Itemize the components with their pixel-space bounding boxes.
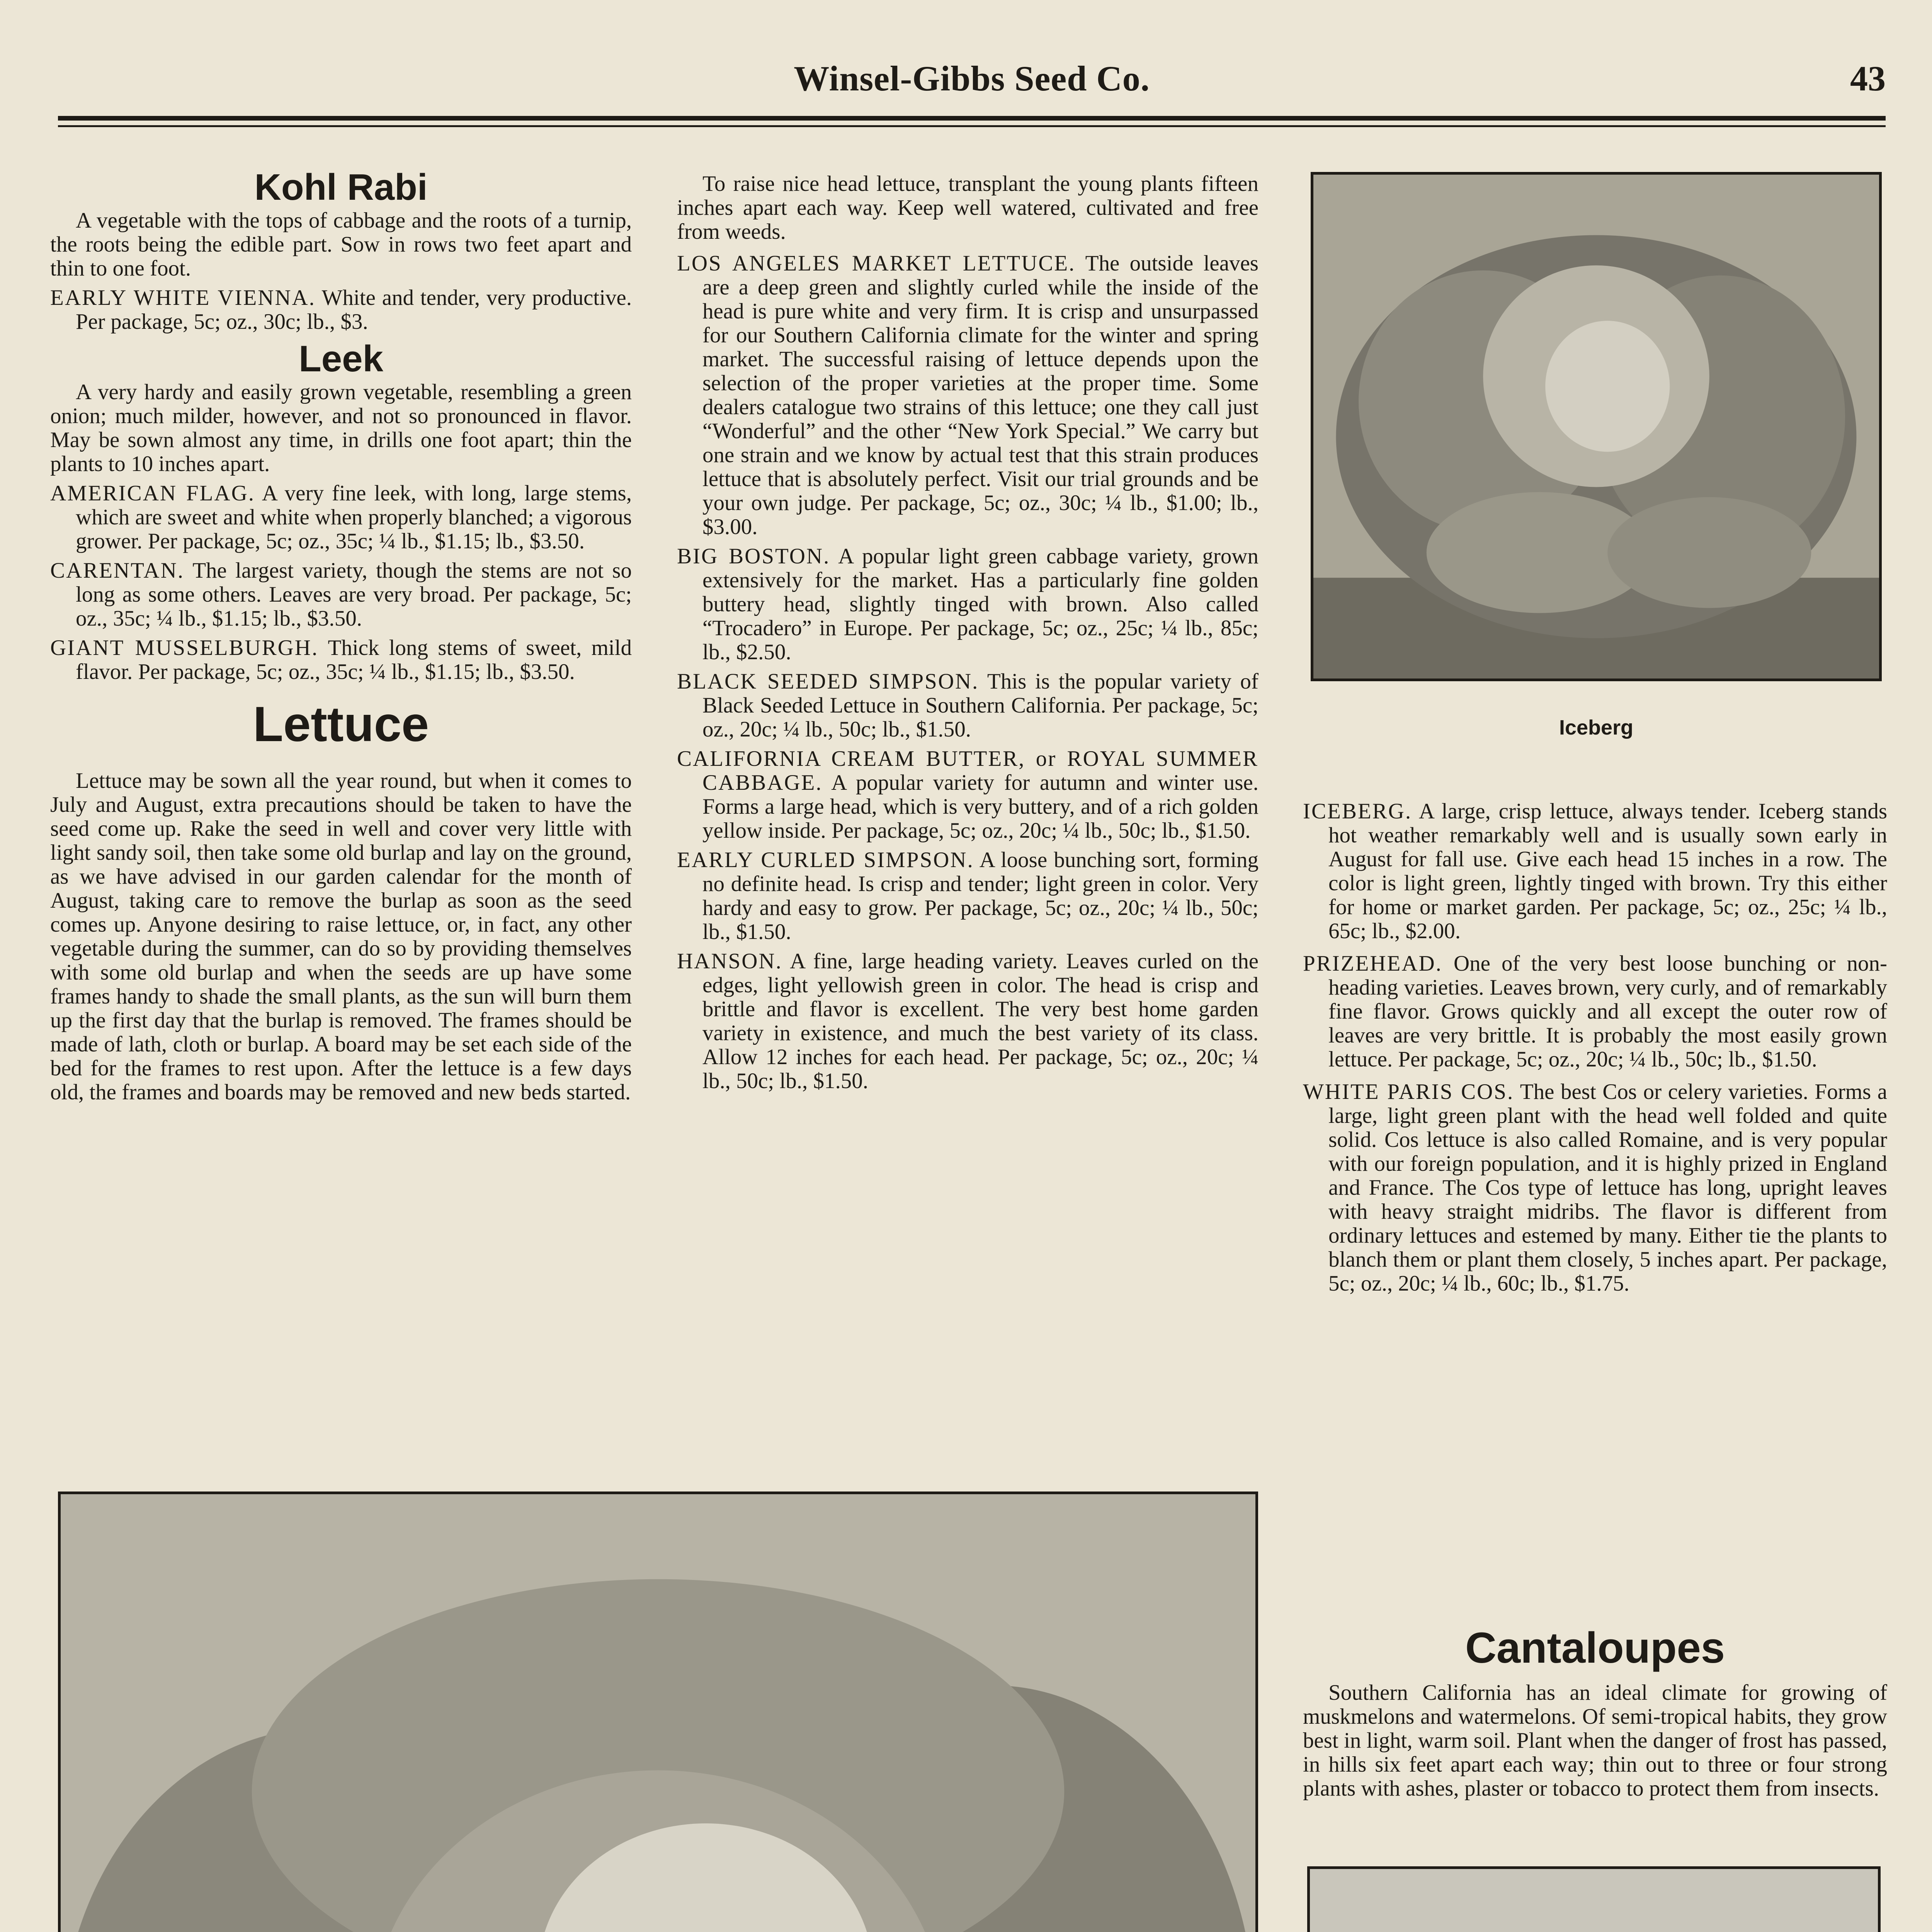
column-right — [1303, 794, 1887, 1296]
catalog-entry — [1303, 952, 1887, 1071]
lettuce-heading: Lettuce — [253, 697, 429, 752]
entry-text: One of the very best loose bunching or non-heading varieties. Leaves brown, very curly, and of remarkably fine flavor. Grows quickly and all except the outer row of leaves are very brittle. It is probably the most easily grown lettuce. Per package, 5c; oz., 20c; ¼ lb., 50c; lb., $1.50. — [1328, 951, 1887, 1071]
cantaloupes-heading: Cantaloupes — [1465, 1624, 1725, 1672]
catalog-entry — [1303, 1080, 1887, 1296]
column-middle — [677, 172, 1259, 1093]
entry-name: PRIZEHEAD. — [1303, 951, 1442, 976]
entry-text: White and tender, very productive. Per package, 5c; oz., 30c; lb., $3. — [76, 286, 632, 334]
kohl-rabi-intro: A vegetable with the tops of cabbage and the roots of a turnip, the roots being the edible part. Sow in rows two feet apart and thin to one foot. — [50, 208, 632, 281]
entry-text: The outside leaves are a deep green and slightly curled while the inside of the head is pure white and very firm. It is crisp and unsurpassed for our Southern California climate for the winter and spring market. The successful raising of lettuce depends upon the selection of the proper varieties at the proper time. Some dealers catalogue two strains of this lettuce; one they call just “Wonderful” and the other “New York Special.” We carry but one strain and we know by actual test that this strain produces lettuce that is absolutely perfect. Visit our trial grounds and be your own judge. Per package, 5c; oz., 30c; ¼ lb., $1.00; lb., $3.00. — [702, 251, 1259, 539]
entry-name: LOS ANGELES MARKET LETTUCE. — [677, 251, 1076, 276]
entry-name: CALIFORNIA CREAM BUTTER, or ROYAL SUMMER CABBAGE. — [677, 747, 1259, 795]
entry-name: EARLY CURLED SIMPSON. — [677, 848, 974, 872]
header-rule — [58, 116, 1886, 121]
catalog-entry — [677, 949, 1259, 1093]
catalog-entry — [677, 670, 1259, 742]
catalog-entry — [50, 559, 632, 631]
cantaloupes-intro: Southern California has an ideal climate for growing of muskmelons and watermelons. Of semi-tropical habits, they grow best in light, warm soil. Plant when the danger of frost has passed, in hills six feet apart each way; thin out to three or four strong plants with ashes, plaster or tobacco to protect them from insects. — [1303, 1680, 1887, 1801]
cantaloupes-section — [1303, 1623, 1887, 1801]
entry-name: AMERICAN FLAG. — [50, 481, 255, 505]
melon-illustration — [1310, 1869, 1878, 1932]
entry-name: GIANT MUSSELBURGH. — [50, 636, 319, 660]
entry-text: Thick long stems of sweet, mild flavor. Per package, 5c; oz., 35c; ¼ lb., $1.15; lb., $3.50. — [76, 636, 632, 684]
entry-text: The largest variety, though the stems are not so long as some others. Leaves are very broad. Per package, 5c; oz., 35c; ¼ lb., $1.15; lb., $3.50. — [76, 558, 632, 631]
header-rule-thin — [58, 125, 1886, 127]
catalog-entry — [1303, 799, 1887, 943]
entry-text: This is the popular variety of Black Seeded Lettuce in Southern California. Per package, 5c; oz., 20c; ¼ lb., 50c; lb., $1.50. — [702, 669, 1259, 742]
column-left — [50, 166, 632, 1104]
catalog-entry — [677, 252, 1259, 539]
entry-name: CARENTAN. — [50, 558, 185, 583]
catalog-entry — [50, 636, 632, 684]
kohl-rabi-heading: Kohl Rabi — [254, 167, 428, 208]
page-number: 43 — [1850, 59, 1886, 98]
lettuce-intro: Lettuce may be sown all the year round, but when it comes to July and August, extra precautions should be taken to have the seed come up. Rake the seed in well and cover very little with light sandy soil, then take some old burlap and lay on the ground, as we have advised in our garden calendar for the month of August, taking care to remove the burlap as soon as the seed comes up. Anyone desiring to raise lettuce, or, in fact, any other vegetable during the summer, can do so by providing themselves with some old burlap and when the seeds are up have some frames handy to shade the small plants, as the sun will burn them up the first day that the burlap is removed. The frames should be made of lath, cloth or burlap. A board may be set each side of the bed for the frames to rest upon. After the lettuce is a few days old, the frames and boards may be removed and new beds started. — [50, 769, 632, 1104]
lettuce-illustration — [61, 1494, 1255, 1932]
catalog-entry — [677, 747, 1259, 843]
entry-text: A popular light green cabbage variety, grown extensively for the market. Has a particularly fine golden buttery head, slightly tinged with brown. Also called “Trocadero” in Europe. Per package, 5c; oz., 25c; ¼ lb., 85c; lb., $2.50. — [702, 544, 1259, 664]
iceberg-caption: Iceberg — [1559, 716, 1634, 739]
catalog-entry — [50, 286, 632, 334]
los-angeles-market-lettuce-photo — [58, 1492, 1258, 1932]
burrells-gem-photo — [1307, 1866, 1881, 1932]
leek-heading: Leek — [299, 338, 383, 379]
entry-text: A popular variety for autumn and winter use. Forms a large head, which is very buttery, and of a rich golden yellow inside. Per package, 5c; oz., 20c; ¼ lb., 50c; lb., $1.50. — [702, 770, 1259, 843]
catalog-entry — [677, 848, 1259, 944]
entry-text: A loose bunching sort, forming no definite head. Is crisp and tender; light green in color. Very hardy and easy to grow. Per package, 5c; oz., 20c; ¼ lb., 50c; lb., $1.50. — [702, 848, 1259, 944]
entry-name: ICEBERG. — [1303, 799, 1412, 823]
iceberg-lettuce-photo — [1311, 172, 1882, 681]
catalog-entry — [50, 481, 632, 553]
entry-text: The best Cos or celery varieties. Forms a large, light green plant with the head well folded and quite solid. Cos lettuce is also called Romaine, and is very popular with our foreign population, and it is highly prized in England and France. The Cos type of lettuce has long, upright leaves with heavy straight midribs. The flavor is different from ordinary lettuces and estemed by many. Either tie the plants to blanch them or plant them closely, 5 inches apart. Per package, 5c; oz., 20c; ¼ lb., 60c; lb., $1.75. — [1328, 1080, 1888, 1296]
publisher-title: Winsel-Gibbs Seed Co. — [794, 59, 1150, 98]
entry-text: A large, crisp lettuce, always tender. Iceberg stands hot weather remarkably well and is usually sown early in August for fall use. Give each head 15 inches in a row. The color is light green, lightly tinged with brown. Try this either for home or market garden. Per package, 5c; oz., 25c; ¼ lb., 65c; lb., $2.00. — [1328, 799, 1888, 943]
entry-name: BLACK SEEDED SIMPSON. — [677, 669, 979, 694]
entry-name: BIG BOSTON. — [677, 544, 830, 568]
entry-name: WHITE PARIS COS. — [1303, 1080, 1514, 1104]
entry-text: A fine, large heading variety. Leaves curled on the edges, light yellowish green in color. The head is crisp and brittle and flavor is excellent. The very best home garden variety in existence, and much the best variety of its class. Allow 12 inches for each head. Per package, 5c; oz., 20c; ¼ lb., 50c; lb., $1.50. — [702, 949, 1259, 1093]
lettuce-illustration — [1313, 175, 1879, 679]
entry-name: EARLY WHITE VIENNA. — [50, 286, 316, 310]
entry-name: HANSON. — [677, 949, 782, 973]
lettuce-transplant-note: To raise nice head lettuce, transplant the young plants fifteen inches apart each way. Keep well watered, cultivated and free from weeds. — [677, 172, 1259, 244]
leek-intro: A very hardy and easily grown vegetable, resembling a green onion; much milder, however, and not so pronounced in flavor. May be sown almost any time, in drills one foot apart; thin the plants to 10 inches apart. — [50, 380, 632, 476]
running-header — [58, 58, 1886, 108]
catalog-entry — [677, 544, 1259, 664]
entry-text: A very fine leek, with long, large stems, which are sweet and white when properly blanched; a vigorous grower. Per package, 5c; oz., 35c; ¼ lb., $1.15; lb., $3.50. — [76, 481, 632, 553]
